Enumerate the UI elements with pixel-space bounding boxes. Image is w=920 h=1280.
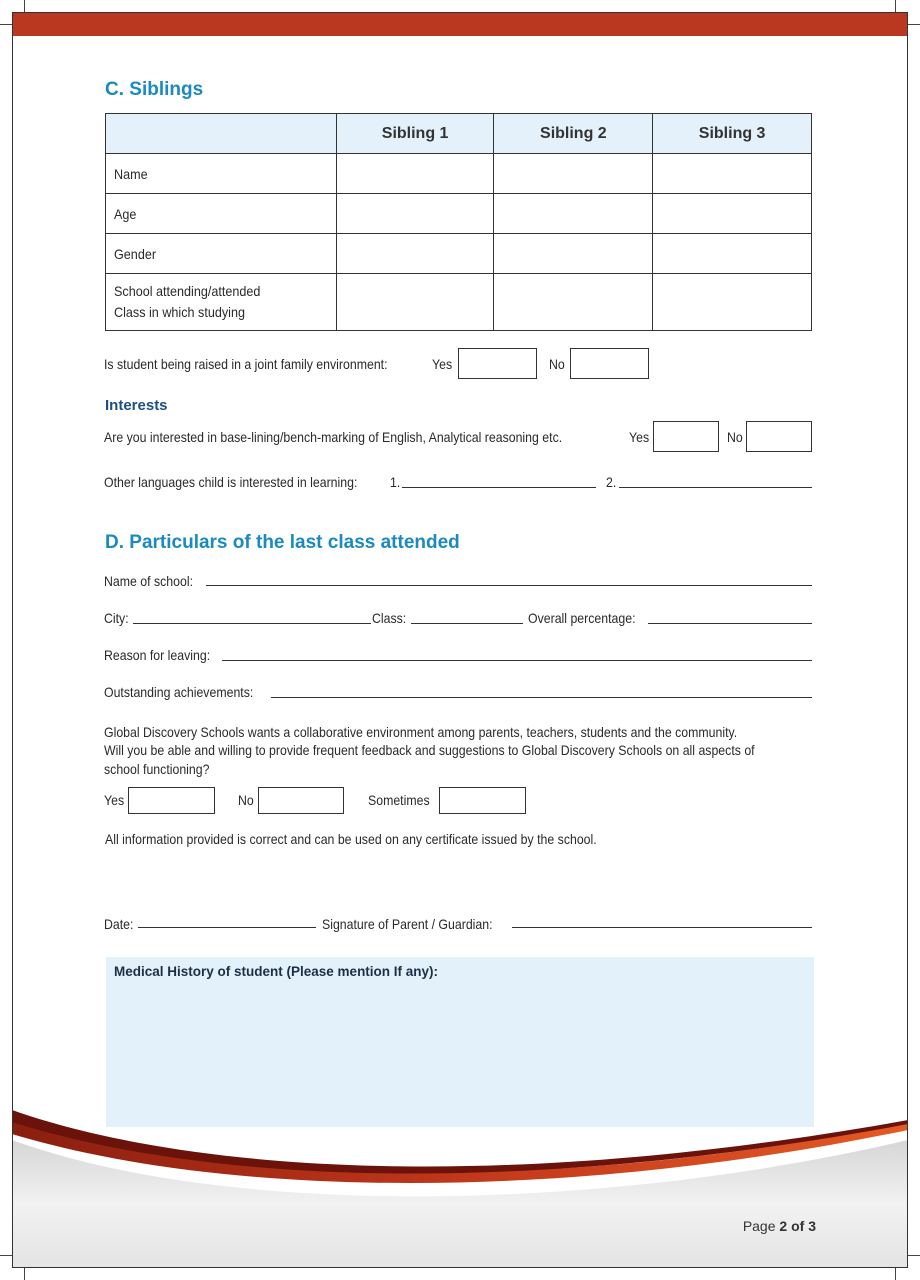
page-number [743, 1218, 816, 1234]
table-row [106, 274, 812, 331]
interests-yes-label: Yes [629, 429, 650, 445]
feedback-yes-box[interactable] [128, 787, 215, 814]
sibling-3-gender-cell[interactable] [653, 234, 812, 274]
sibling-3-school-cell[interactable] [653, 274, 812, 331]
medical-history-label: Medical History of student (Please mention If any): [114, 964, 439, 979]
joint-family-yes-label: Yes [432, 356, 453, 372]
sibling-1-age-cell[interactable] [336, 194, 494, 234]
crop-mark [895, 1268, 896, 1280]
table-row [106, 194, 812, 234]
page-of: of [791, 1218, 805, 1234]
city-field[interactable] [133, 623, 371, 624]
table-header-sibling-1: Sibling 1 [336, 114, 494, 154]
sibling-1-name-cell[interactable] [336, 154, 494, 194]
feedback-yes-label: Yes [104, 792, 125, 808]
date-field[interactable] [138, 927, 316, 928]
interests-title: Interests [105, 397, 168, 414]
page-total: 3 [808, 1218, 816, 1234]
header-band [12, 12, 908, 36]
crop-mark [908, 1255, 920, 1256]
table-row [106, 154, 812, 194]
sibling-3-age-cell[interactable] [653, 194, 812, 234]
collab-text-line-1: Global Discovery Schools wants a collaborative environment among parents, teachers, students and the community. [104, 724, 738, 740]
city-label: City: [104, 610, 129, 626]
sibling-2-age-cell[interactable] [494, 194, 653, 234]
table-header-row [106, 114, 812, 154]
signature-field[interactable] [512, 927, 812, 928]
table-header-sibling-3: Sibling 3 [653, 114, 812, 154]
sibling-3-name-cell[interactable] [653, 154, 812, 194]
table-header-sibling-2: Sibling 2 [494, 114, 653, 154]
achievements-label: Outstanding achievements: [104, 684, 254, 700]
joint-family-no-box[interactable] [570, 348, 649, 379]
language-2-label: 2. [606, 474, 617, 490]
interests-no-label: No [727, 429, 743, 445]
feedback-sometimes-label: Sometimes [368, 792, 430, 808]
crop-mark [908, 24, 920, 25]
crop-mark [24, 0, 25, 12]
sibling-2-gender-cell[interactable] [494, 234, 653, 274]
sibling-2-name-cell[interactable] [494, 154, 653, 194]
page-prefix: Page [742, 1218, 776, 1234]
collab-text-line-2: Will you be able and willing to provide frequent feedback and suggestions to Global Discovery Schools on all aspects of [104, 742, 755, 758]
language-1-label: 1. [390, 474, 401, 490]
siblings-table [105, 113, 812, 331]
interests-no-box[interactable] [746, 421, 812, 452]
table-header-cell [106, 114, 337, 154]
reason-label: Reason for leaving: [104, 647, 211, 663]
row-label-name: Name [106, 154, 337, 194]
interests-yes-box[interactable] [653, 421, 719, 452]
collab-text-line-3: school functioning? [104, 761, 210, 777]
signature-label: Signature of Parent / Guardian: [322, 916, 493, 932]
table-row [106, 234, 812, 274]
joint-family-no-label: No [549, 356, 565, 372]
declaration-text: All information provided is correct and can be used on any certificate issued by the school. [105, 831, 597, 847]
school-name-field[interactable] [206, 585, 812, 586]
interests-question: Are you interested in base-lining/bench-marking of English, Analytical reasoning etc. [104, 429, 563, 445]
percentage-field[interactable] [648, 623, 812, 624]
joint-family-yes-box[interactable] [458, 348, 537, 379]
joint-family-question: Is student being raised in a joint family environment: [104, 356, 388, 372]
class-label: Class: [372, 610, 407, 626]
sibling-1-gender-cell[interactable] [336, 234, 494, 274]
crop-mark [24, 1268, 25, 1280]
crop-mark [0, 24, 12, 25]
languages-label: Other languages child is interested in learning: [104, 474, 358, 490]
reason-field[interactable] [222, 660, 812, 661]
achievements-field[interactable] [271, 697, 812, 698]
class-field[interactable] [411, 623, 523, 624]
section-d-title: D. Particulars of the last class attended [105, 532, 460, 553]
crop-mark [0, 1255, 12, 1256]
feedback-sometimes-box[interactable] [439, 787, 526, 814]
row-label-gender: Gender [106, 234, 337, 274]
feedback-no-label: No [238, 792, 254, 808]
sibling-2-school-cell[interactable] [494, 274, 653, 331]
sibling-1-school-cell[interactable] [336, 274, 494, 331]
section-c-title: C. Siblings [105, 79, 204, 100]
school-name-label: Name of school: [104, 573, 194, 589]
page-current: 2 [779, 1218, 788, 1234]
percentage-label: Overall percentage: [528, 610, 636, 626]
language-2-field[interactable] [619, 487, 812, 488]
row-label-school: School attending/attended Class in which studying [106, 274, 337, 331]
crop-mark [895, 0, 896, 12]
language-1-field[interactable] [402, 487, 596, 488]
date-label: Date: [104, 916, 134, 932]
feedback-no-box[interactable] [258, 787, 344, 814]
row-label-age: Age [106, 194, 337, 234]
footer-swoosh [12, 1100, 908, 1268]
